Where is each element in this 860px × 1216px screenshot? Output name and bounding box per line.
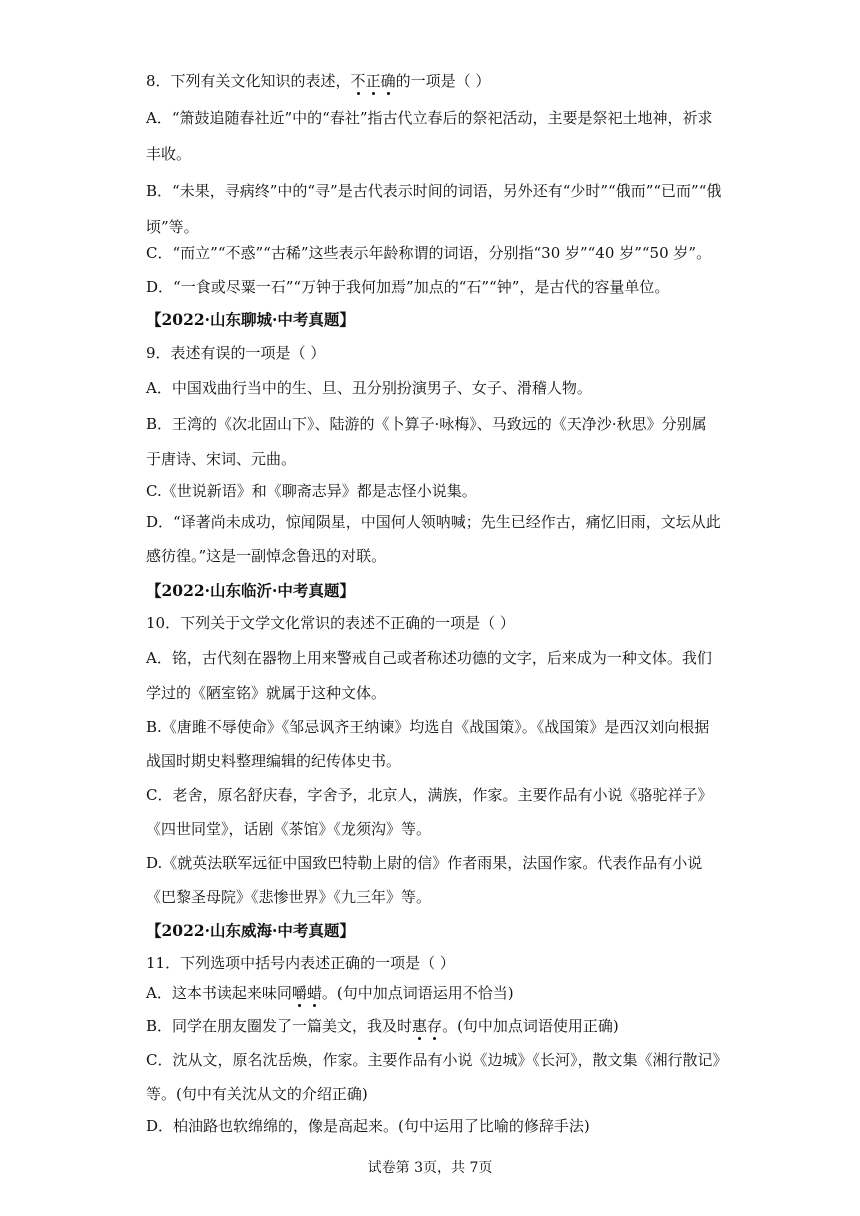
source-heading-liaocheng: 【2022·山东聊城·中考真题】: [146, 310, 355, 329]
q8-option-a: A．“箫鼓追随春社近”中的“春社”指古代立春后的祭祀活动，主要是祭祀土地神，祈求: [146, 109, 713, 127]
q11-b-suffix: 。(句中加点词语使用正确): [442, 1017, 619, 1035]
q10-option-b-cont: 战国时期史料整理编辑的纪传体史书。: [146, 752, 402, 770]
emphasis-dot-char: 不: [350, 72, 366, 90]
q10-option-d-cont: 《巴黎圣母院》《悲惨世界》《九三年》等。: [146, 888, 432, 906]
q11-a-suffix: 。(句中加点词语运用不恰当): [321, 984, 514, 1002]
emphasis-dot-char: 嚼: [291, 984, 307, 1002]
q8-option-c: C．“而立”“不惑”“古稀”这些表示年龄称谓的词语，分别指“30 岁”“40 岁”“50 岁”。: [146, 244, 712, 262]
question-8-stem: [146, 70, 726, 92]
q9-option-c: C.《世说新语》和《聊斋志异》都是志怪小说集。: [146, 482, 477, 500]
emphasis-dot-char: 确: [380, 72, 396, 90]
emphasis-dot-char: 存: [427, 1017, 443, 1035]
q11-option-c-cont: 等。(句中有关沈从文的介绍正确): [146, 1085, 368, 1103]
emphasis-dot-char: 正: [365, 72, 381, 90]
q9-option-b: B．王湾的《次北固山下》、陆游的《卜算子·咏梅》、马致远的《天净沙·秋思》分别属: [146, 415, 707, 433]
q9-option-d: D．“译著尚未成功，惊闻陨星，中国何人领呐喊；先生已经作古，痛忆旧雨，文坛从此: [146, 513, 721, 531]
q9-option-b-cont: 于唐诗、宋词、元曲。: [146, 450, 297, 468]
emphasis-dot-char: 蜡: [306, 984, 322, 1002]
q10-option-c-cont: 《四世同堂》，话剧《茶馆》《龙须沟》等。: [146, 820, 432, 838]
q8-stem-prefix: 8．下列有关文化知识的表述，: [146, 72, 351, 90]
q10-option-d: D.《就英法联军远征中国致巴特勒上尉的信》作者雨果，法国作家。代表作品有小说: [146, 854, 703, 872]
q9-option-a: A．中国戏曲行当中的生、旦、丑分别扮演男子、女子、滑稽人物。: [146, 379, 592, 397]
q10-option-b: B.《唐雎不辱使命》《邹忌讽齐王纳谏》均选自《战国策》。《战国策》是西汉刘向根据: [146, 718, 710, 736]
q10-option-a: A．铭，古代刻在器物上用来警戒自己或者称述功德的文字，后来成为一种文体。我们: [146, 649, 712, 667]
q11-option-c: C．沈从文，原名沈岳焕，作家。主要作品有小说《边城》《长河》，散文集《湘行散记》: [146, 1051, 728, 1069]
source-heading-weihai: 【2022·山东威海·中考真题】: [146, 921, 355, 940]
q8-option-b-cont: 顷”等。: [146, 218, 199, 236]
q8-option-d: D．“一食或尽粟一石”“万钟于我何加焉”加点的“石”“钟”，是古代的容量单位。: [146, 278, 670, 296]
q8-stem-suffix: 的一项是（ ）: [395, 72, 491, 90]
q9-option-d-cont: 感彷徨。”这是一副悼念鲁迅的对联。: [146, 547, 387, 565]
q10-option-a-cont: 学过的《陋室铭》就属于这种文体。: [146, 684, 387, 702]
q8-option-b: B．“未果，寻病终”中的“寻”是古代表示时间的词语，另外还有“少时”“俄而”“已而”“俄: [146, 182, 722, 200]
source-heading-linyi: 【2022·山东临沂·中考真题】: [146, 581, 355, 600]
question-11-stem: 11．下列选项中括号内表述正确的一项是（ ）: [146, 954, 455, 972]
q11-b-prefix: B．同学在朋友圈发了一篇美文，我及时: [146, 1017, 413, 1035]
question-9-stem: 9．表述有误的一项是（ ）: [146, 344, 326, 362]
q11-option-d: D．柏油路也软绵绵的，像是高起来。(句中运用了比喻的修辞手法): [146, 1117, 590, 1135]
q11-option-a: [146, 982, 726, 1004]
emphasis-dot-char: 惠: [412, 1017, 428, 1035]
q10-option-c: C．老舍，原名舒庆春，字舍予，北京人，满族，作家。主要作品有小说《骆驼祥子》: [146, 786, 713, 804]
q8-option-a-cont: 丰收。: [146, 145, 192, 163]
page-footer: 试卷第 3页，共 7页: [367, 1160, 493, 1176]
q11-option-b: [146, 1015, 726, 1037]
question-10-stem: 10．下列关于文学文化常识的表述不正确的一项是（ ）: [146, 614, 515, 632]
q11-a-prefix: A．这本书读起来味同: [146, 984, 292, 1002]
